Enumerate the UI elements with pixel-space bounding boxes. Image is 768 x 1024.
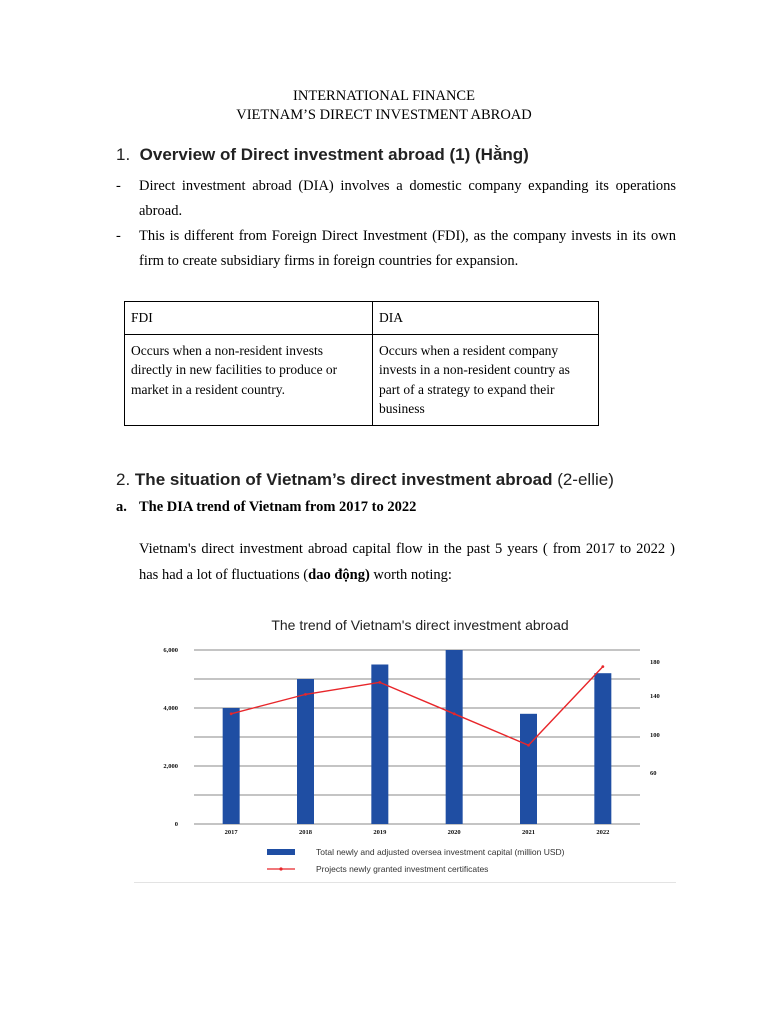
bar [594, 673, 611, 824]
subsection-a-paragraph [139, 536, 675, 588]
table-row [125, 334, 599, 425]
left-axis-tick-label: 2,000 [163, 763, 178, 770]
paragraph-text-end: worth noting: [369, 567, 452, 583]
right-axis-tick-label: 180 [650, 659, 660, 666]
bar [223, 708, 240, 824]
paragraph-bold-text: dao động) [308, 567, 370, 583]
legend-label-bar: Total newly and adjusted oversea investment capital (million USD) [316, 847, 565, 857]
x-axis-tick-label: 2019 [373, 829, 387, 836]
bar [446, 650, 463, 824]
line-point [453, 712, 456, 715]
bullet-item [116, 174, 676, 224]
x-axis-tick-label: 2022 [596, 829, 610, 836]
left-axis-tick-label: 6,000 [163, 647, 178, 654]
legend-swatch-marker [279, 867, 282, 870]
table-cell-fdi: Occurs when a non-resident invests directly in new facilities to produce or market in a resident country. [125, 334, 373, 425]
legend-label-line: Projects newly granted investment certificates [316, 864, 489, 874]
comparison-table [124, 301, 599, 426]
x-axis-tick-label: 2017 [224, 829, 238, 836]
chart-title: The trend of Vietnam's direct investment abroad [271, 617, 569, 633]
x-axis-tick-label: 2018 [299, 829, 312, 836]
section-1-number: 1. [116, 145, 131, 164]
subsection-a-title: The DIA trend of Vietnam from 2017 to 2022 [139, 499, 417, 515]
series-line [231, 667, 603, 746]
x-axis-tick-label: 2021 [522, 829, 535, 836]
right-axis-tick-label: 60 [650, 770, 657, 777]
line-point [304, 693, 307, 696]
bar [371, 665, 388, 825]
subsection-a-heading [116, 499, 416, 516]
document-title: INTERNATIONAL FINANCE [293, 88, 475, 104]
section-2-title: The situation of Vietnam’s direct investment abroad [134, 470, 553, 489]
bullet-marker: - [116, 178, 121, 194]
table-header-fdi: FDI [125, 302, 373, 335]
paragraph-text: Vietnam's direct investment abroad capital flow in the past 5 years ( from 2017 to 2022 ) has had a lot of fluctuations ( [139, 541, 675, 583]
dia-trend-chart [134, 608, 676, 884]
right-axis-tick-label: 100 [650, 732, 660, 739]
left-axis-tick-label: 4,000 [163, 705, 178, 712]
section-2-number: 2. [116, 470, 131, 489]
table-header-dia: DIA [373, 302, 599, 335]
table-header-row [125, 302, 599, 335]
bullet-marker: - [116, 228, 121, 244]
section-1-heading [116, 145, 529, 165]
section-2-heading [116, 470, 614, 490]
section-2-note: (2-ellie) [557, 470, 614, 489]
bullet-text: This is different from Foreign Direct Investment (FDI), as the company invests in its own firm to create subsidiary firms in foreign countries for expansion. [139, 228, 676, 269]
right-axis-tick-label: 140 [650, 693, 660, 700]
document-subtitle: VIETNAM’S DIRECT INVESTMENT ABROAD [236, 107, 532, 123]
section-1-title: Overview of Direct investment abroad (1) (Hằng) [139, 145, 529, 164]
x-axis-tick-label: 2020 [447, 829, 461, 836]
subsection-a-label: a. [116, 499, 127, 515]
chart-divider [134, 882, 676, 883]
bullet-item [116, 224, 676, 274]
line-point [527, 744, 530, 747]
line-point [230, 712, 233, 715]
left-axis-tick-label: 0 [174, 821, 178, 828]
line-point [601, 665, 604, 668]
bar [520, 714, 537, 824]
table-cell-dia: Occurs when a resident company invests in a non-resident country as part of a strategy to expand their business [373, 334, 599, 425]
line-point [378, 681, 381, 684]
bar [297, 679, 314, 824]
legend-swatch-bar [267, 849, 295, 855]
bullet-text: Direct investment abroad (DIA) involves a domestic company expanding its operations abroad. [139, 178, 676, 219]
